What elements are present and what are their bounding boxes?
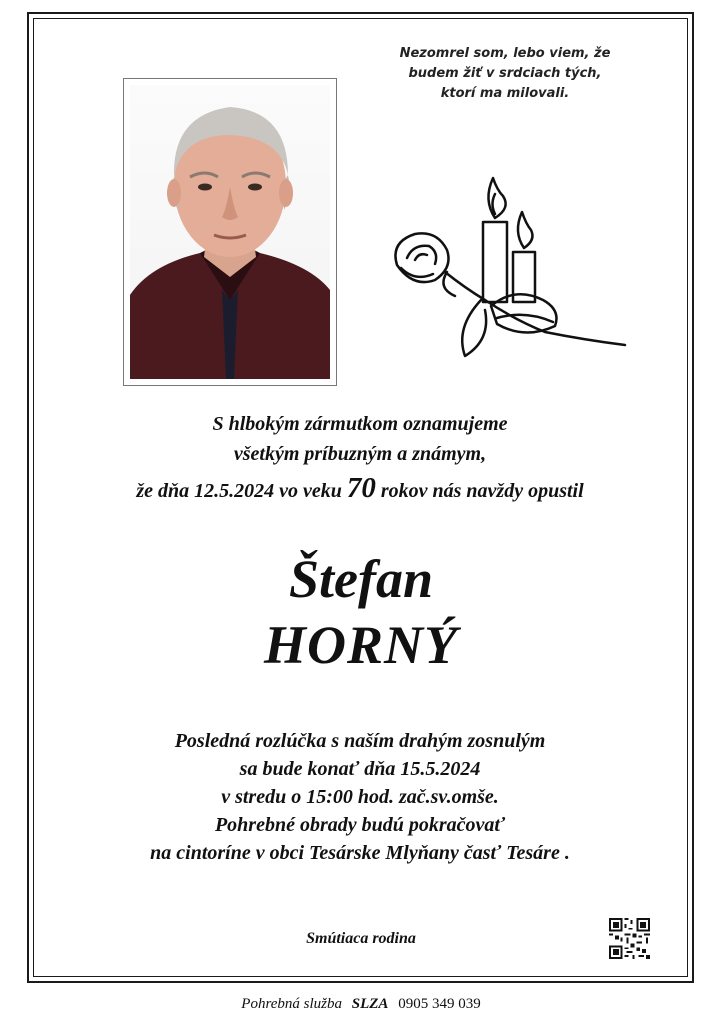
- funeral-line-4: Pohrebné obrady budú pokračovať: [214, 814, 506, 836]
- deceased-first-name: Štefan: [288, 549, 434, 609]
- deceased-last-name: HORNÝ: [264, 615, 458, 675]
- footer-service-label: Pohrebná služba: [241, 996, 342, 1012]
- announcement-line-1: S hlbokým zármutkom oznamujeme: [212, 413, 508, 435]
- age-number: 70: [346, 472, 376, 504]
- funeral-line-1: Posledná rozlúčka s naším drahým zosnulým: [174, 730, 546, 752]
- portrait-frame: [123, 78, 337, 386]
- announcement-line-2: všetkým príbuzným a známym,: [233, 443, 487, 465]
- quote-line-1: Nezomrel som, lebo viem, že: [399, 46, 611, 61]
- memorial-quote: [380, 44, 630, 104]
- footer-phone: 0905 349 039: [398, 996, 481, 1012]
- funeral-line-5: na cintoríne v obci Tesárske Mlyňany časť Tesáre .: [150, 842, 570, 864]
- funeral-service-footer: [0, 996, 722, 1013]
- announcement-line-3: [60, 472, 660, 505]
- announcement-line-3-end: rokov nás navždy opustil: [380, 480, 584, 502]
- rose-and-candles-icon: [385, 160, 630, 365]
- quote-line-2: budem žiť v srdciach tých,: [408, 66, 602, 81]
- death-date-text: že dňa 12.5.2024 vo veku: [136, 480, 342, 502]
- quote-line-3: ktorí ma milovali.: [440, 86, 570, 101]
- family-signature: Smútiaca rodina: [306, 930, 416, 947]
- funeral-line-3: v stredu o 15:00 hod. zač.sv.omše.: [221, 786, 499, 808]
- funeral-line-2: sa bude konať dňa 15.5.2024: [239, 758, 481, 780]
- portrait-photo: [130, 85, 330, 379]
- footer-brand: SLZA: [351, 996, 389, 1012]
- qr-code-icon: [609, 918, 650, 959]
